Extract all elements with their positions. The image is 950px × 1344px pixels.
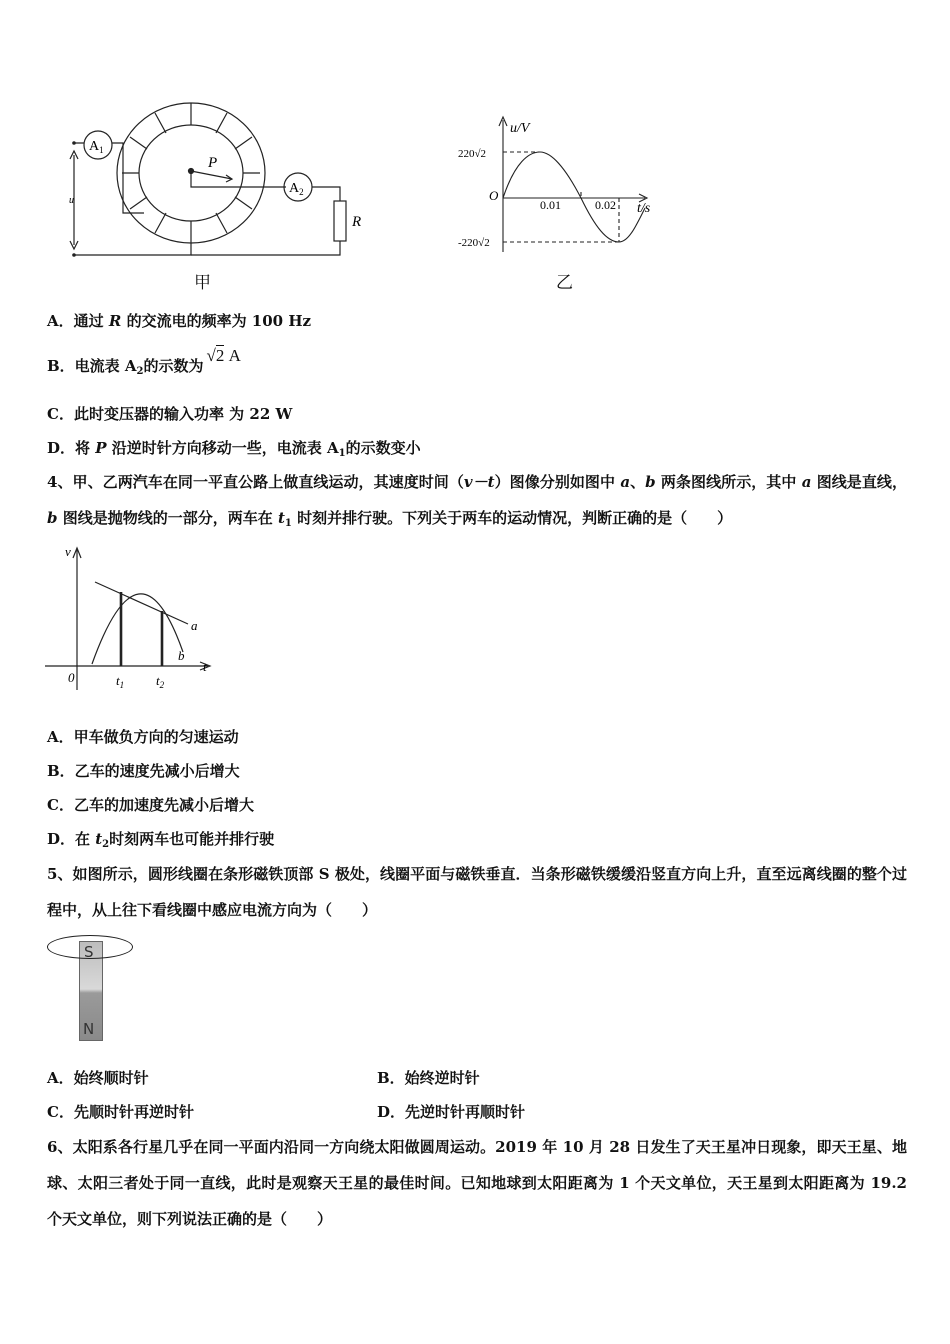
y-tick-bottom: -220√2 bbox=[458, 237, 490, 249]
q5-option-d: D．先逆时针再顺时针 bbox=[377, 1103, 526, 1121]
q5-option-c: C．先顺时针再逆时针 bbox=[47, 1103, 194, 1121]
resistor-r bbox=[334, 201, 346, 241]
origin-label: 0 bbox=[68, 670, 75, 685]
v-axis-label: v bbox=[65, 544, 71, 559]
bar-magnet-figure bbox=[45, 935, 135, 1045]
slider-p-label: P bbox=[208, 155, 218, 171]
ammeter-a2-label: $A_2$ bbox=[289, 181, 304, 197]
q3-option-a: A．通过 R 的交流电的频率为 100 Hz bbox=[47, 312, 312, 330]
ammeter-a1-label: $A_1$ bbox=[89, 139, 104, 155]
magnet-s-label: S bbox=[84, 943, 94, 961]
q4-option-c: C．乙车的加速度先减小后增大 bbox=[47, 796, 254, 814]
resistor-r-label: R bbox=[352, 214, 362, 230]
input-voltage-label: u bbox=[69, 195, 74, 206]
t-axis-label: t bbox=[203, 659, 207, 674]
t1-label: $t_1$ bbox=[116, 673, 125, 690]
curve-b-label: b bbox=[178, 648, 185, 663]
q4-option-d: D．在 $t_2$时刻两车也可能并排行驶 bbox=[47, 830, 275, 850]
t2-label: $t_2$ bbox=[156, 673, 165, 690]
line-a-label: a bbox=[191, 618, 198, 633]
x-tick-2: 0.02 bbox=[595, 198, 616, 212]
q4-option-a: A．甲车做负方向的匀速运动 bbox=[47, 728, 239, 746]
vt-graph-figure bbox=[40, 540, 225, 695]
origin-label: O bbox=[489, 188, 499, 203]
coil-ring bbox=[47, 935, 133, 959]
q4-question: 4、甲、乙两汽车在同一平直公路上做直线运动，其速度时间（v－t）图像分别如图中 a、b 两条图线所示，其中 a 图线是直线，b 图线是抛物线的一部分，两车在 $t_1$ 时刻并排行驶。下列关于两车的运动情况，判断正确的是（ ） bbox=[47, 473, 907, 529]
magnet-n-label: N bbox=[83, 1020, 95, 1038]
voltage-graph-figure bbox=[455, 112, 670, 262]
q3-option-d: D．将 P 沿逆时针方向移动一些，电流表 $A_1$的示数变小 bbox=[47, 439, 421, 459]
q4-option-b: B．乙车的速度先减小后增大 bbox=[47, 762, 240, 780]
x-axis-label: t/s bbox=[637, 201, 651, 216]
q5-question: 5、如图所示，圆形线圈在条形磁铁顶部 S 极处，线圈平面与磁铁垂直．当条形磁铁缓缓沿竖直方向上升，直至远离线圈的整个过程中，从上往下看线圈中感应电流方向为（ ） bbox=[47, 865, 907, 919]
q3-option-c: C．此时变压器的输入功率 为 22 W bbox=[47, 405, 293, 423]
y-axis-label: u/V bbox=[510, 121, 530, 136]
q5-option-a: A．始终顺时针 bbox=[47, 1069, 149, 1087]
q6-question: 6、太阳系各行星几乎在同一平面内沿同一方向绕太阳做圆周运动。2019 年 10 月 28 日发生了天王星冲日现象，即天王星、地球、太阳三者处于同一直线，此时是观察天王星的最佳时间。已知地球到太阳距离为 1 个天文单位，天王星到太阳距离为 19.2 个天文单位，则下列说法正确的是（ ） bbox=[47, 1138, 907, 1228]
sine-curve bbox=[503, 152, 645, 242]
transformer-circuit-figure bbox=[60, 95, 380, 265]
q3-option-b: B．电流表 $A_2$的示数为√2 A bbox=[47, 346, 241, 377]
line-a bbox=[95, 582, 188, 624]
figure-yi-label: 乙 bbox=[556, 273, 573, 293]
y-tick-top: 220√2 bbox=[458, 148, 487, 160]
curve-b bbox=[92, 594, 183, 664]
q5-option-b: B．始终逆时针 bbox=[377, 1069, 480, 1087]
figure-jia-label: 甲 bbox=[194, 273, 211, 293]
x-tick-1: 0.01 bbox=[540, 198, 561, 212]
